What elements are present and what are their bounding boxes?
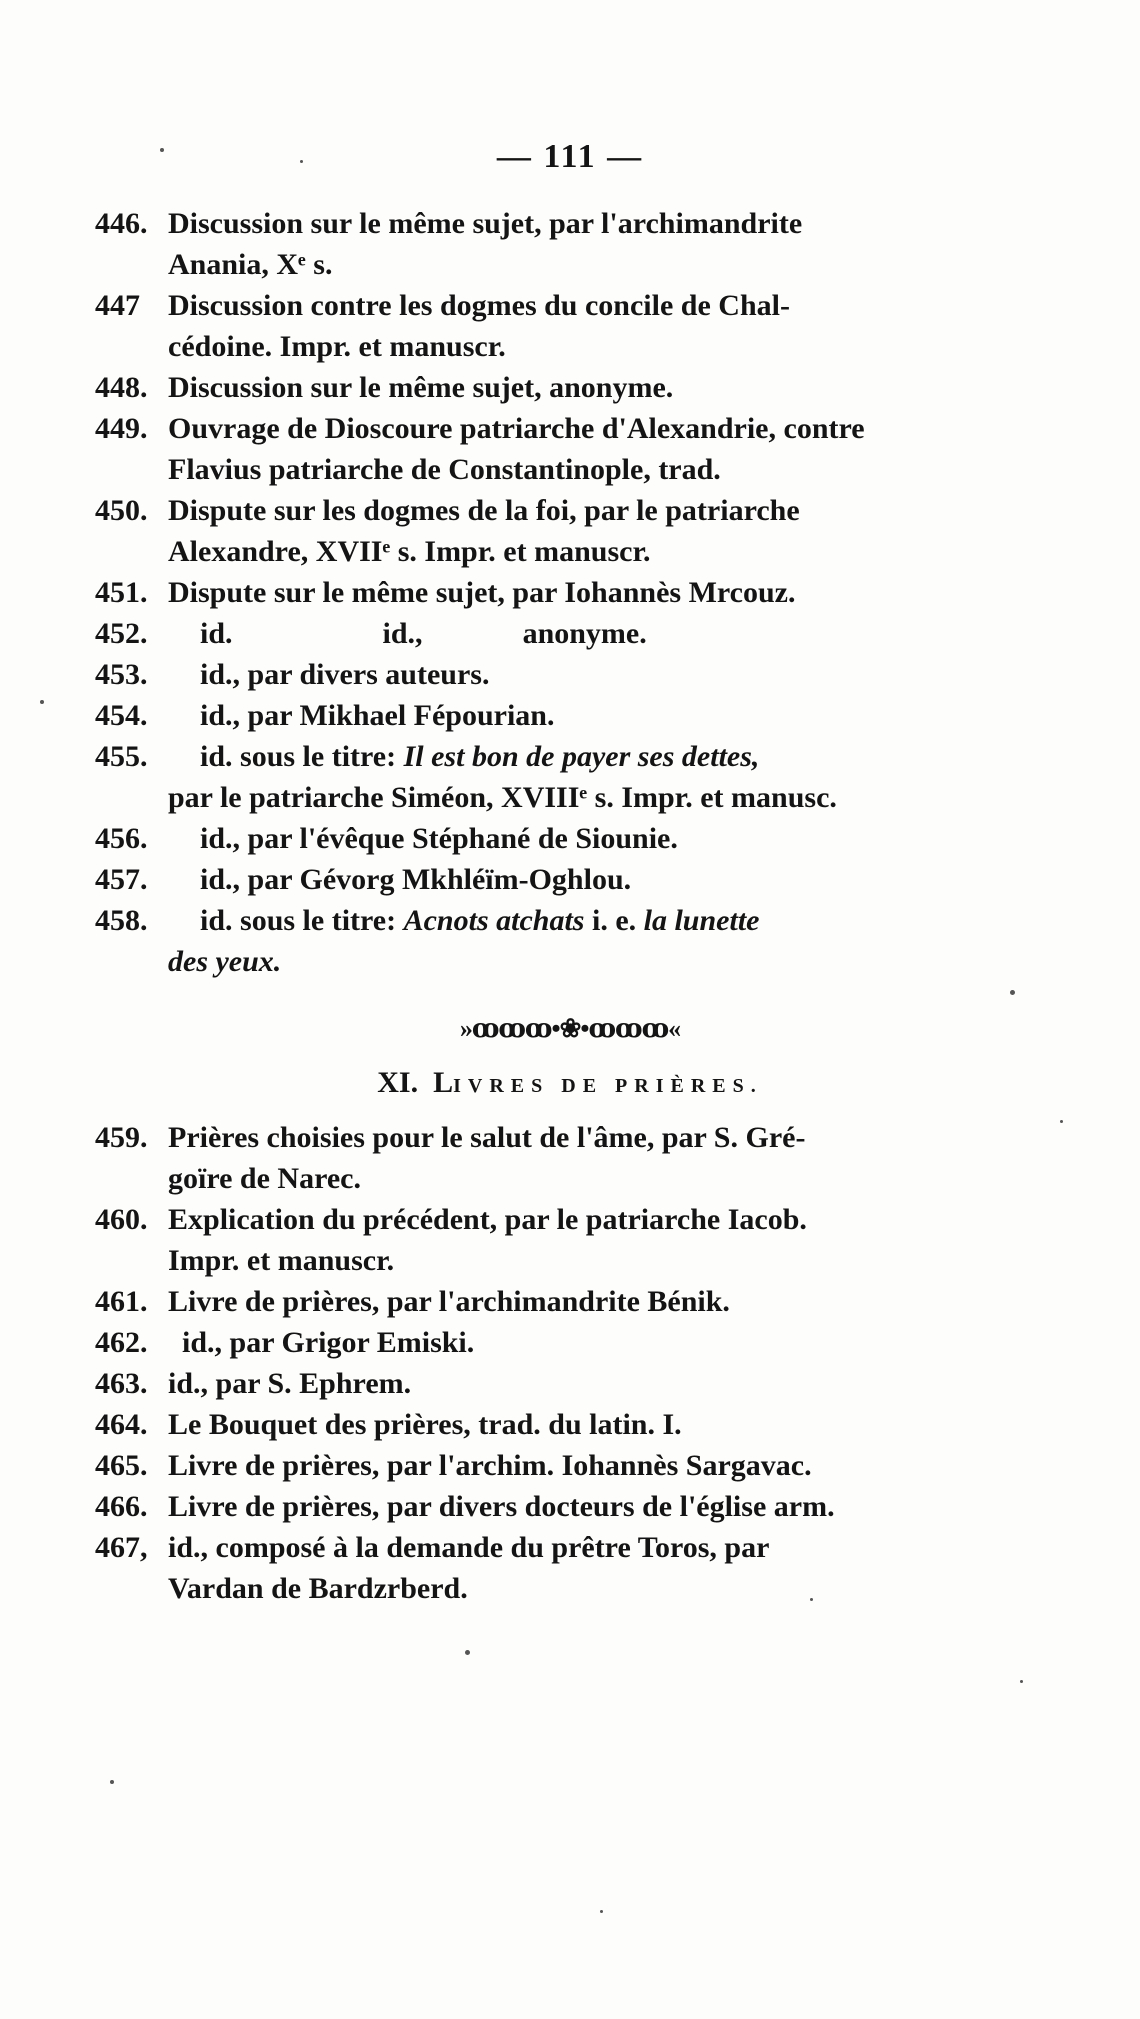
paper-speck [160, 148, 164, 152]
entry-number: 449. [95, 412, 148, 445]
paper-speck [1020, 1680, 1023, 1683]
entry-continuation: Anania, Xᵉ s. [168, 248, 333, 281]
ornament-divider: »ꝏꝏꝏ•❀•ꝏꝏꝏ« [459, 1014, 681, 1043]
entry-text: Discussion sur le même sujet, anonyme. [168, 371, 674, 404]
entry-author: anonyme. [522, 617, 647, 650]
entry-prefix: id. sous le titre: [200, 904, 397, 937]
entry-464 [95, 1404, 925, 1445]
entry-number: 461. [95, 1285, 148, 1318]
section-initial: L [433, 1066, 454, 1099]
entry-number: 452. [95, 617, 148, 650]
paper-speck [1010, 990, 1015, 995]
entry-text: id., par S. Ephrem. [168, 1367, 412, 1400]
entry-prefix: id. sous le titre: [200, 740, 397, 773]
paper-speck [40, 700, 44, 704]
entry-463 [95, 1363, 925, 1404]
paper-speck [1060, 1120, 1063, 1123]
entry-text: Discussion contre les dogmes du concile de Chal- [168, 289, 790, 322]
entry-number: 457. [95, 863, 148, 896]
entry-number: 465. [95, 1449, 148, 1482]
entry-continuation [95, 941, 925, 982]
entries-block-a [95, 203, 925, 982]
paper-speck [465, 1650, 470, 1655]
entry-text: Explication du précédent, par le patriarche Iacob. [168, 1203, 807, 1236]
entry-452 [95, 613, 925, 654]
ditto-b: id., [382, 617, 423, 650]
entry-number: 456. [95, 822, 148, 855]
entry-454 [95, 695, 925, 736]
entry-453 [95, 654, 925, 695]
entry-451 [95, 572, 925, 613]
entry-text: Livre de prières, par l'archim. Iohannès Sargavac. [168, 1449, 812, 1482]
entry-continuation: Alexandre, XVIIᵉ s. Impr. et manuscr. [168, 535, 651, 568]
entry-continuation: par le patriarche Siméon, XVIIIᵉ s. Impr. et manusc. [168, 781, 837, 814]
entry-number: 459. [95, 1121, 148, 1154]
entry-number: 455. [95, 740, 148, 773]
entry-466 [95, 1486, 925, 1527]
entry-number: 463. [95, 1367, 148, 1400]
entry-number: 446. [95, 207, 148, 240]
entry-458 [95, 900, 925, 941]
ditto-a: id. [200, 617, 233, 650]
entry-number: 466. [95, 1490, 148, 1523]
entry-text: Ouvrage de Dioscoure patriarche d'Alexandrie, contre [168, 412, 865, 445]
entry-text [168, 900, 925, 941]
entry-abbrev: i. e. [591, 904, 637, 937]
entry-462 [95, 1322, 925, 1363]
paper-speck [600, 1910, 603, 1913]
entry-continuation: cédoine. Impr. et manuscr. [168, 330, 506, 363]
entry-text: id., par Grigor Emiski. [182, 1326, 475, 1359]
entry-text: Livre de prières, par divers docteurs de l'église arm. [168, 1490, 835, 1523]
entry-text: id., par l'évêque Stéphané de Siounie. [200, 822, 678, 855]
entry-number: 451. [95, 576, 148, 609]
entry-continuation: Flavius patriarche de Constantinople, trad. [168, 453, 721, 486]
entry-text [168, 736, 925, 777]
paper-speck [110, 1780, 114, 1784]
entry-translation-italic: la lunette [643, 904, 760, 937]
page-number: — 111 — [496, 138, 644, 175]
entry-456 [95, 818, 925, 859]
entry-title-italic: Acnots atchats [403, 904, 585, 937]
entry-465 [95, 1445, 925, 1486]
paper-speck [300, 160, 303, 163]
entry-text: Livre de prières, par l'archimandrite Bénik. [168, 1285, 730, 1318]
entry-number: 467, [95, 1531, 148, 1564]
entry-text [168, 613, 925, 654]
entry-number: 464. [95, 1408, 148, 1441]
entry-text: id., par divers auteurs. [200, 658, 490, 691]
entry-number: 462. [95, 1326, 148, 1359]
entry-translation-italic-cont: des yeux. [168, 945, 282, 978]
entry-text: id., par Gévorg Mkhléïm-Oghlou. [200, 863, 632, 896]
entry-455 [95, 736, 925, 777]
entry-446 [95, 203, 925, 244]
entries-block-b [95, 1117, 925, 1609]
entry-number: 453. [95, 658, 148, 691]
entry-text: Le Bouquet des prières, trad. du latin. I. [168, 1408, 682, 1441]
paper-speck [810, 1598, 813, 1601]
entry-460 [95, 1199, 925, 1240]
entry-449 [95, 408, 925, 449]
entry-459 [95, 1117, 925, 1158]
entry-text: Dispute sur les dogmes de la foi, par le patriarche [168, 494, 800, 527]
entry-text: id., par Mikhael Fépourian. [200, 699, 555, 732]
entry-continuation: Impr. et manuscr. [168, 1244, 395, 1277]
section-heading [0, 1066, 1140, 1100]
entry-title-italic: Il est bon de payer ses dettes, [403, 740, 760, 773]
entry-447 [95, 285, 925, 326]
entry-number: 458. [95, 904, 148, 937]
section-roman: XI. [377, 1066, 419, 1099]
entry-number: 454. [95, 699, 148, 732]
section-title: IVRES DE PRIÈRES. [453, 1075, 763, 1097]
entry-457 [95, 859, 925, 900]
entry-text: id., composé à la demande du prêtre Toros, par [168, 1531, 770, 1564]
entry-448 [95, 367, 925, 408]
entry-number: 447 [95, 289, 140, 322]
entry-number: 448. [95, 371, 148, 404]
entry-number: 460. [95, 1203, 148, 1236]
entry-continuation: goïre de Narec. [168, 1162, 361, 1195]
entry-text: Prières choisies pour le salut de l'âme, par S. Gré- [168, 1121, 806, 1154]
entry-continuation: Vardan de Bardzrberd. [168, 1572, 468, 1605]
entry-467 [95, 1527, 925, 1568]
entry-number: 450. [95, 494, 148, 527]
entry-461 [95, 1281, 925, 1322]
entry-text: Discussion sur le même sujet, par l'archimandrite [168, 207, 803, 240]
entry-450 [95, 490, 925, 531]
entry-text: Dispute sur le même sujet, par Iohannès Mrcouz. [168, 576, 796, 609]
